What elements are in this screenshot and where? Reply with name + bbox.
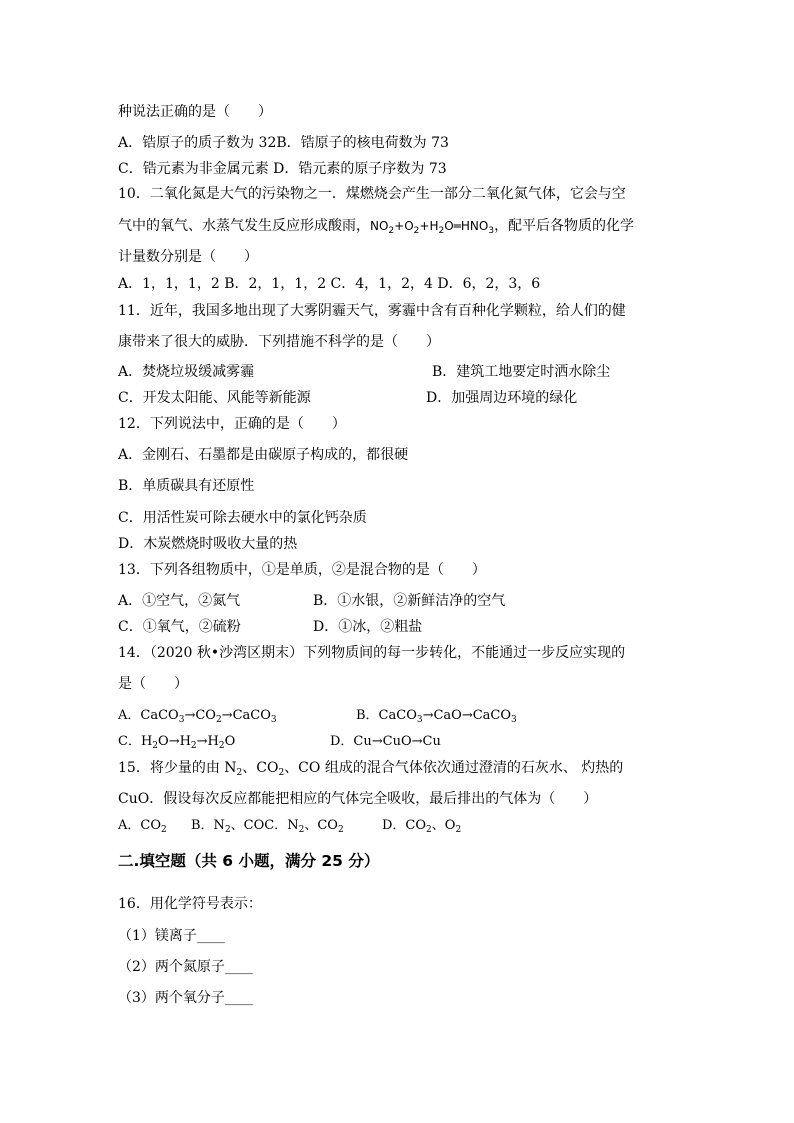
question-11-stem-line1: 11．近年，我国多地出现了大雾阴霾天气，雾霾中含有百种化学颗粒，给人们的健	[118, 303, 626, 319]
question-11-option-c: C．开发太阳能、风能等新能源	[118, 390, 311, 406]
question-10-stem-line3: 计量数分别是（ ）	[118, 249, 258, 265]
question-14-option-d: D．Cu→CuO→Cu	[330, 734, 441, 749]
question-11-option-a: A．焚烧垃圾缓减雾霾	[118, 364, 255, 380]
question-12-option-d: D．木炭燃烧时吸收大量的热	[118, 536, 298, 552]
question-13-option-c: C．①氧气，②硫粉	[118, 619, 241, 635]
question-9-options-ab: A．锆原子的质子数为 32B．锆原子的核电荷数为 73	[118, 135, 449, 151]
question-10-stem-line1: 10．二氧化氮是大气的污染物之一．煤燃烧会产生一部分二氧化氮气体，它会与空	[118, 186, 626, 202]
question-9-options-cd: C．锆元素为非金属元素 D．锆元素的原子序数为 73	[118, 161, 447, 177]
question-11-option-b: B．建筑工地要定时洒水除尘	[432, 364, 611, 380]
question-12-option-c: C．用活性炭可除去硬水中的氯化钙杂质	[118, 510, 367, 526]
question-14-stem-line1: 14．（2020 秋•沙湾区期末）下列物质间的每一步转化，不能通过一步反应实现的	[118, 645, 626, 661]
question-11-stem-line2: 康带来了很大的威胁．下列措施不科学的是（ ）	[118, 334, 440, 350]
question-14-option-b: B．CaCO$_3$→CaO→CaCO$_3$	[356, 708, 517, 725]
question-14-option-a: A．$CaCO_3\to CO_2\to CaCO_3$	[118, 708, 277, 725]
question-9-stem-tail: 种说法正确的是（ ）	[118, 104, 272, 120]
question-14-stem-line2: 是（ ）	[118, 676, 188, 692]
question-15-option-bc: B．$N_2$、COC．$N_2$、$CO_2$	[191, 818, 344, 835]
equation: $NO_2+O_2+H_2O═HNO_3$	[370, 219, 495, 236]
question-10-stem-line2: 气中的氧气、水蒸气发生反应形成酸雨，$NO_2+O_2+H_2O═HNO_3$，配平后各物质的化学	[118, 218, 635, 236]
question-13-option-d: D．①冰，②粗盐	[313, 619, 423, 635]
question-15-option-d: D．$CO_2$、$O_2$	[382, 818, 462, 835]
question-15-stem-line2: CuO．假设每次反应都能把相应的气体完全吸收，最后排出的气体为（ ）	[118, 791, 598, 807]
section-heading-fill-in: 二.填空题（共 6 小题，满分 25 分）	[118, 852, 380, 870]
question-16-item-2: （2）两个氮原子____	[118, 959, 253, 975]
question-10-options: A．1，1，1，2 B．2，1，1，2 C．4，1，2，4 D．6，2，3，6	[118, 276, 541, 292]
question-15-option-a: A．$CO_2$	[118, 818, 167, 835]
question-16-item-3: （3）两个氧分子____	[118, 990, 253, 1006]
question-16-item-1: （1）镁离子____	[118, 928, 225, 944]
question-11-option-d: D．加强周边环境的绿化	[426, 390, 578, 406]
question-14-option-c: C．$H_2O\to H_2\to H_2O$	[118, 734, 236, 751]
question-15-stem-line1: 15．将少量的由 $N_2$、$CO_2$、CO 组成的混合气体依次通过澄清的石灰水、 灼热的	[118, 760, 624, 778]
question-13-stem: 13．下列各组物质中，①是单质，②是混合物的是（ ）	[118, 562, 486, 578]
question-16-stem: 16．用化学符号表示：	[118, 896, 262, 912]
question-12-option-a: A．金刚石、石墨都是由碳原子构成的，都很硬	[118, 447, 409, 463]
question-13-option-a: A．①空气，②氮气	[118, 593, 241, 609]
question-12-option-b: B．单质碳具有还原性	[118, 478, 255, 494]
question-12-stem: 12．下列说法中，正确的是（ ）	[118, 416, 346, 432]
question-13-option-b: B．①水银，②新鲜洁净的空气	[313, 593, 506, 609]
